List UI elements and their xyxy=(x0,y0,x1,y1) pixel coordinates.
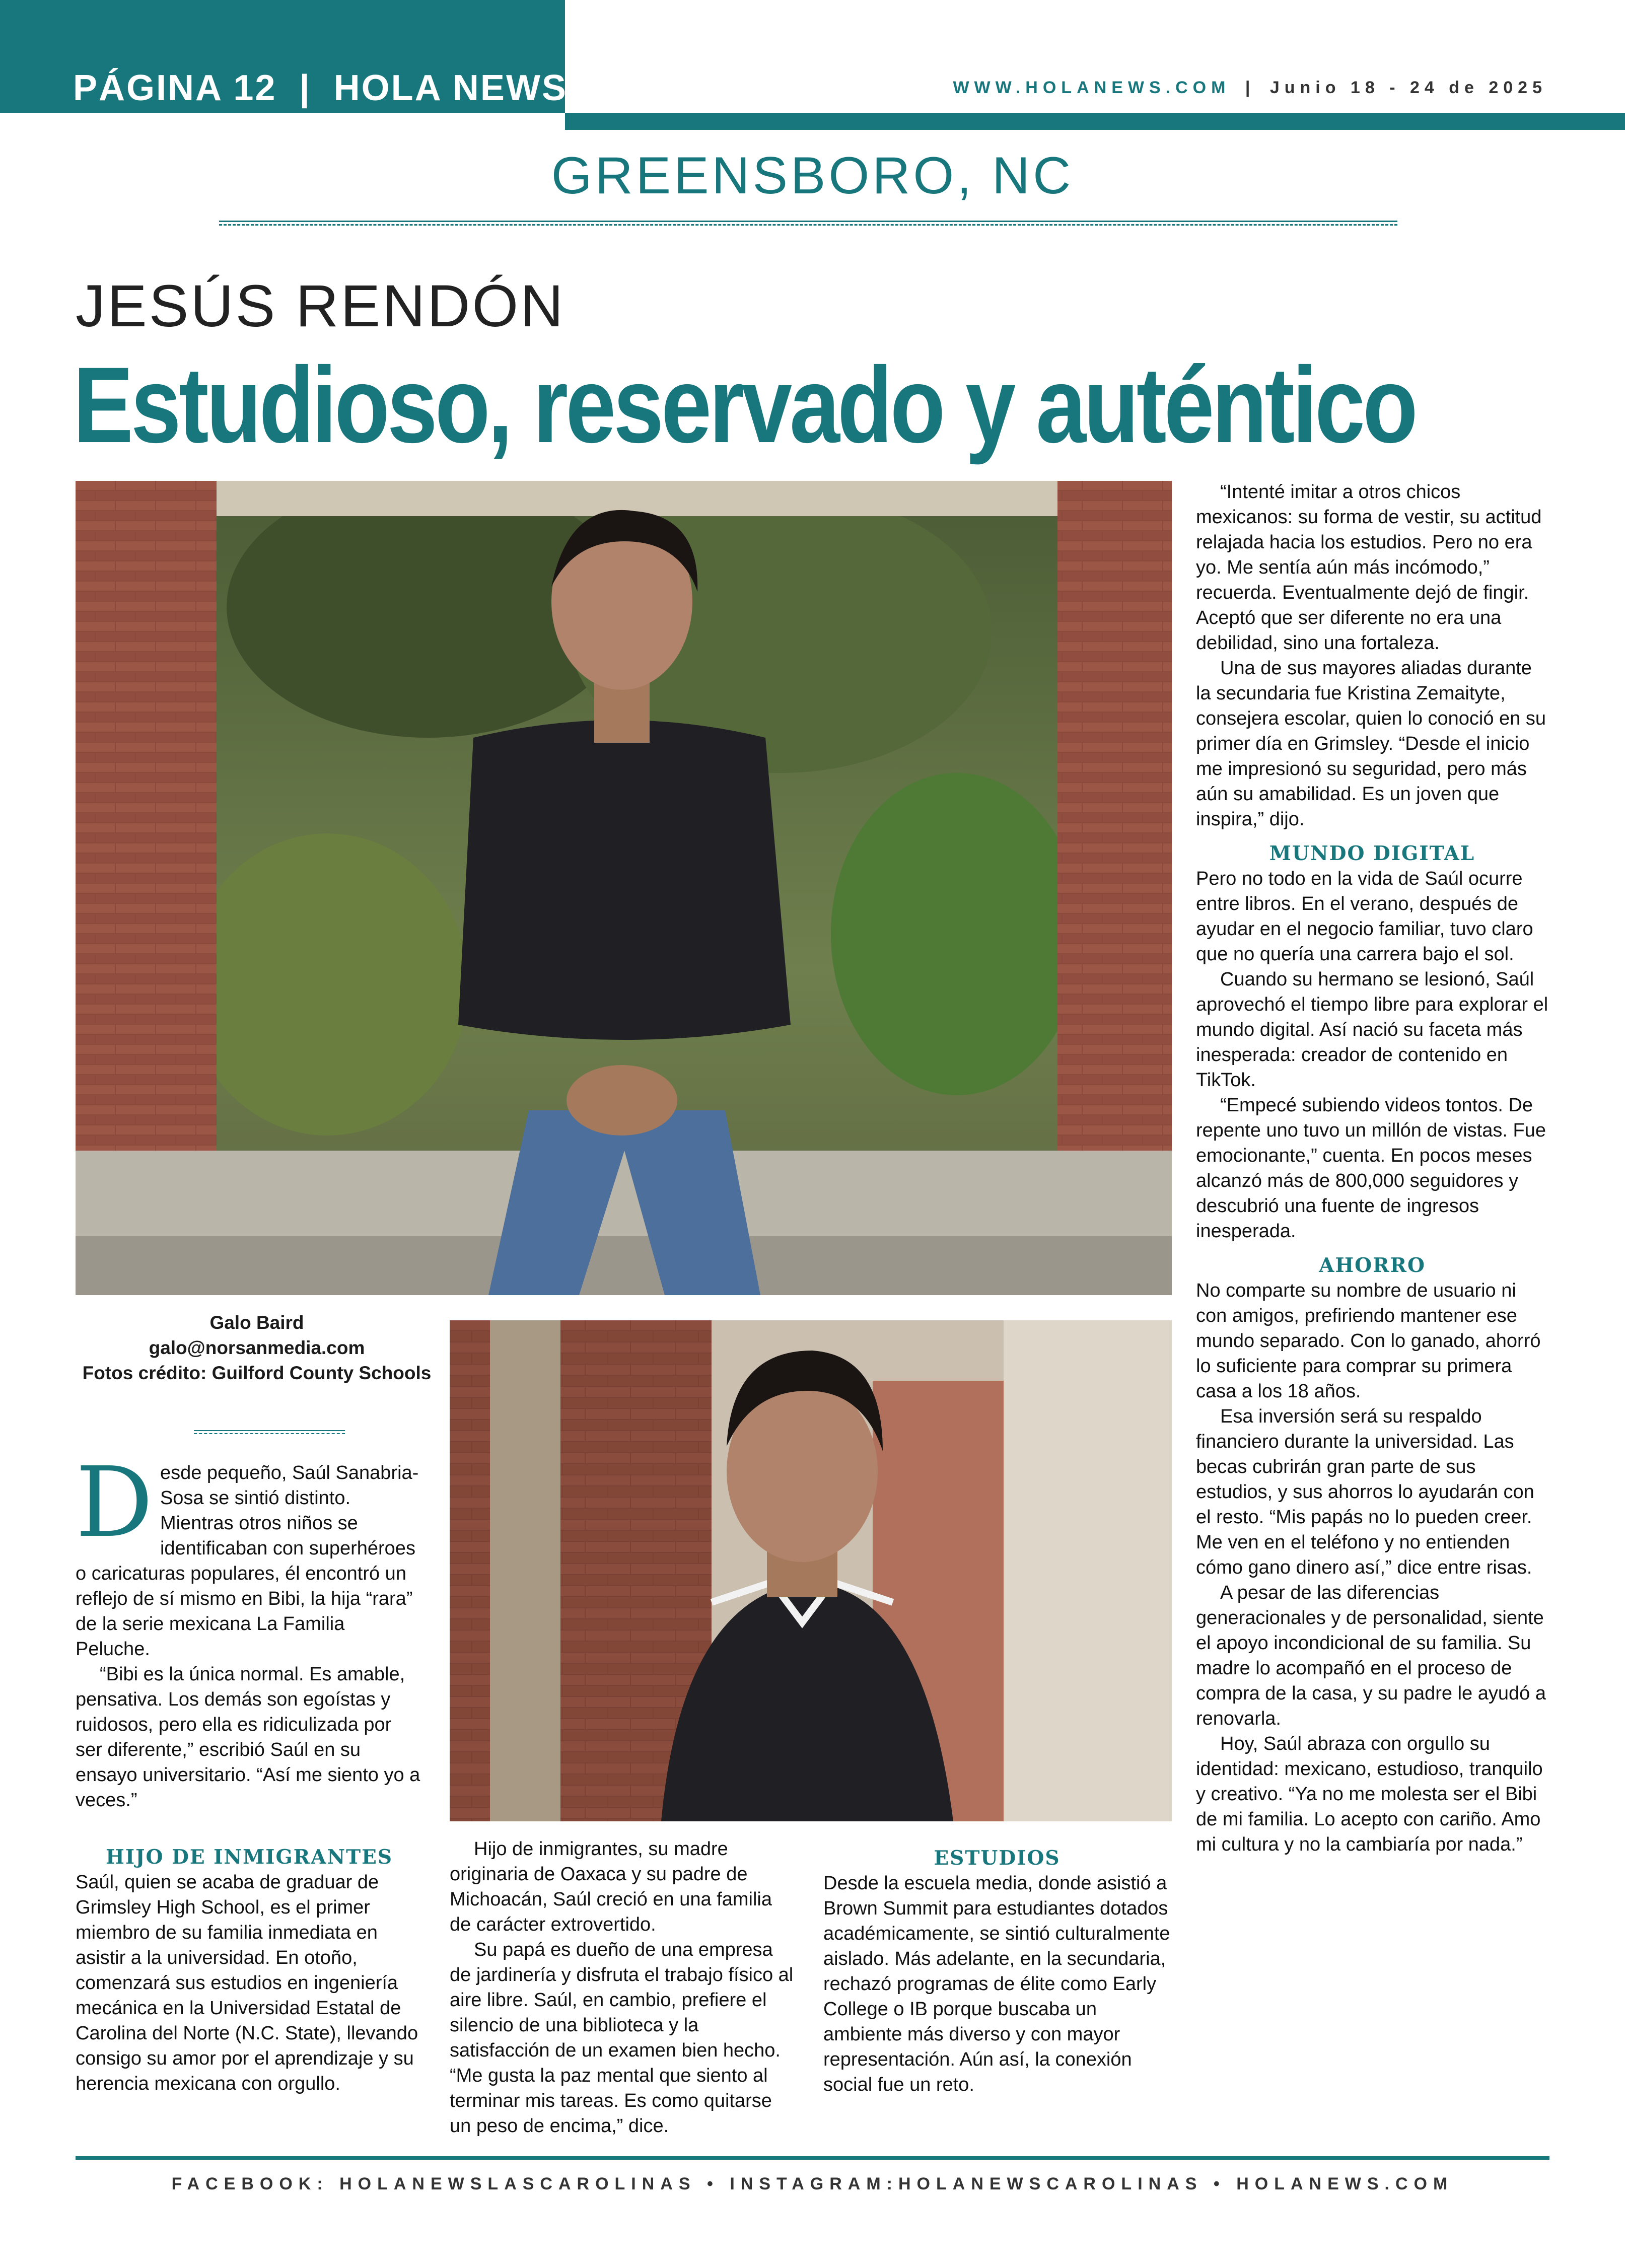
article-column-d xyxy=(1196,479,1548,1857)
section4-paragraph-4: Hoy, Saúl abraza con orgullo su identidad: mexicano, estudioso, tranquilo y creativo. “Ya no me molesta ser el Bibi de mi familia. Lo acepto con cariño. Amo mi cultura y no la cambiaría por nada.” xyxy=(1196,1733,1543,1855)
author-name: Galo Baird xyxy=(209,1312,304,1333)
article-column-b xyxy=(450,1836,797,2139)
section-heading: ESTUDIOS xyxy=(934,1847,1061,1870)
article-intro xyxy=(76,1447,423,1813)
section3-paragraph-3: “Empecé subiendo videos tontos. De repente uno tuvo un millón de vistas. Fue emocionante,” cuenta. En pocos meses alcanzó más de 800,000 seguidores y descubrió una fuente de ingresos inesperada. xyxy=(1196,1095,1546,1242)
section2-paragraph-1: Desde la escuela media, donde asistió a Brown Summit para estudiantes dotados académicamente, se sintió culturalmente aislado. Más adelante, en la secundaria, rechazó programas de élite como Early College o IB porque buscaba un ambiente más diverso y con mayor representación. Aún así, la conexión social fue un reto. xyxy=(823,1873,1170,2095)
byline xyxy=(76,1310,438,1386)
drop-cap: D xyxy=(76,1447,153,1559)
page-number: PÁGINA 12 xyxy=(73,68,277,108)
photo-credit: Fotos crédito: Guilford County Schools xyxy=(82,1363,432,1383)
intro-paragraph-2: “Bibi es la única normal. Es amable, pensativa. Los demás son egoístas y ruidosos, pero ella es ridiculizada por ser diferente,” escribió Saúl en su ensayo universitario. “Así me siento yo a veces.” xyxy=(76,1664,420,1811)
footer-rule xyxy=(76,2156,1549,2160)
headline: Estudioso, reservado y auténtico xyxy=(73,345,1416,465)
footer-social: FACEBOOK: HOLANEWSLASCAROLINAS • INSTAGRAM:HOLANEWSCAROLINAS • HOLANEWS.COM xyxy=(171,2174,1454,2193)
issue-date: Junio 18 - 24 de 2025 xyxy=(1269,78,1547,97)
paper-name: HOLA NEWS xyxy=(333,68,568,108)
section1-paragraph-1: Saúl, quien se acaba de graduar de Grimsley High School, es el primer miembro de su familia inmediata en asistir a la universidad. En otoño, comenzará sus estudios en ingeniería mecánica en la Universidad Estatal de Carolina del Norte (N.C. State), llevando consigo su amor por el aprendizaje y su herencia mexicana con orgullo. xyxy=(76,1872,418,2094)
intro-paragraph-1: esde pequeño, Saúl Sanabria-Sosa se sintió distinto. Mientras otros niños se identificaban con superhéroes o caricaturas populares, él encontró un reflejo de sí mismo en Bibi, la hija “rara” de la serie mexicana La Familia Peluche. xyxy=(76,1462,419,1660)
section-heading: HIJO DE INMIGRANTES xyxy=(105,1846,393,1869)
section4-paragraph-2: Esa inversión será su respaldo financiero durante la universidad. Las becas cubrirán gran parte de sus estudios, y sus ahorros lo ayudarán con el resto. “Mis papás no lo pueden creer. Me ven en el teléfono y no entienden cómo gano dinero así,” dice entre risas. xyxy=(1196,1406,1534,1578)
section-estudios xyxy=(823,1836,1171,2097)
section3-paragraph-2: Cuando su hermano se lesionó, Saúl aprovechó el tiempo libre para explorar el mundo digital. Así nació su faceta más inesperada: creador de contenido en TikTok. xyxy=(1196,969,1548,1091)
byline-divider xyxy=(194,1430,345,1434)
date-separator: | xyxy=(1245,78,1255,97)
section2-paragraph-2: “Intenté imitar a otros chicos mexicanos: su forma de vestir, su actitud relajada hacia los estudios. Pero no era yo. Me sentía aún más incómodo,” recuerda. Eventualmente dejó de fingir. Aceptó que ser diferente no era una debilidad, sino una fortaleza. xyxy=(1196,481,1542,654)
section-heading: AHORRO xyxy=(1319,1254,1426,1277)
section2-paragraph-3: Una de sus mayores aliadas durante la secundaria fue Kristina Zemaityte, consejera escolar, quien lo conoció en su primer día en Grimsley. “Desde el inicio me impresionó su seguridad, pero más aún su amabilidad. Es un joven que inspira,” dijo. xyxy=(1196,658,1546,830)
section-hijo-de-inmigrantes xyxy=(76,1835,423,2096)
section-city: GREENSBORO, NC xyxy=(551,147,1074,205)
header-right xyxy=(953,78,1547,98)
portrait-photo-icon xyxy=(450,1320,1172,1821)
website-link[interactable]: WWW.HOLANEWS.COM xyxy=(953,78,1231,97)
section-divider xyxy=(219,221,1397,226)
author-email[interactable]: galo@norsanmedia.com xyxy=(149,1337,365,1358)
main-photo xyxy=(76,481,1172,1295)
secondary-photo xyxy=(450,1320,1172,1821)
section-heading: MUNDO DIGITAL xyxy=(1269,842,1475,865)
section4-paragraph-3: A pesar de las diferencias generacionales y de personalidad, siente el apoyo incondicional de su familia. Su madre lo acompañó en el proceso de compra de la casa, y su padre le ayudó a renovarla. xyxy=(1196,1582,1546,1729)
header-bar xyxy=(565,113,1625,130)
subject-name: JESÚS RENDÓN xyxy=(76,273,566,339)
section1-paragraph-3: Su papá es dueño de una empresa de jardinería y disfruta el trabajo físico al aire libre. Saúl, en cambio, prefiere el silencio de una biblioteca y la satisfacción de un examen bien hecho. “Me gusta la paz mental que siento al terminar mis tareas. Es como quitarse un peso de encima,” dice. xyxy=(450,1939,794,2137)
section3-paragraph-1: Pero no todo en la vida de Saúl ocurre entre libros. En el verano, después de ayudar en el negocio familiar, tuvo claro que no quería una carrera bajo el sol. xyxy=(1196,868,1533,965)
header-separator: | xyxy=(299,68,311,108)
page-header-label xyxy=(73,63,568,113)
portrait-photo-icon xyxy=(76,481,1172,1295)
section4-paragraph-1: No comparte su nombre de usuario ni con amigos, prefiriendo mantener ese mundo separado. Con lo ganado, ahorró lo suficiente para comprar su primera casa a los 18 años. xyxy=(1196,1280,1541,1402)
section1-paragraph-2: Hijo de inmigrantes, su madre originaria de Oaxaca y su padre de Michoacán, Saúl creció en una familia de carácter extrovertido. xyxy=(450,1838,772,1935)
